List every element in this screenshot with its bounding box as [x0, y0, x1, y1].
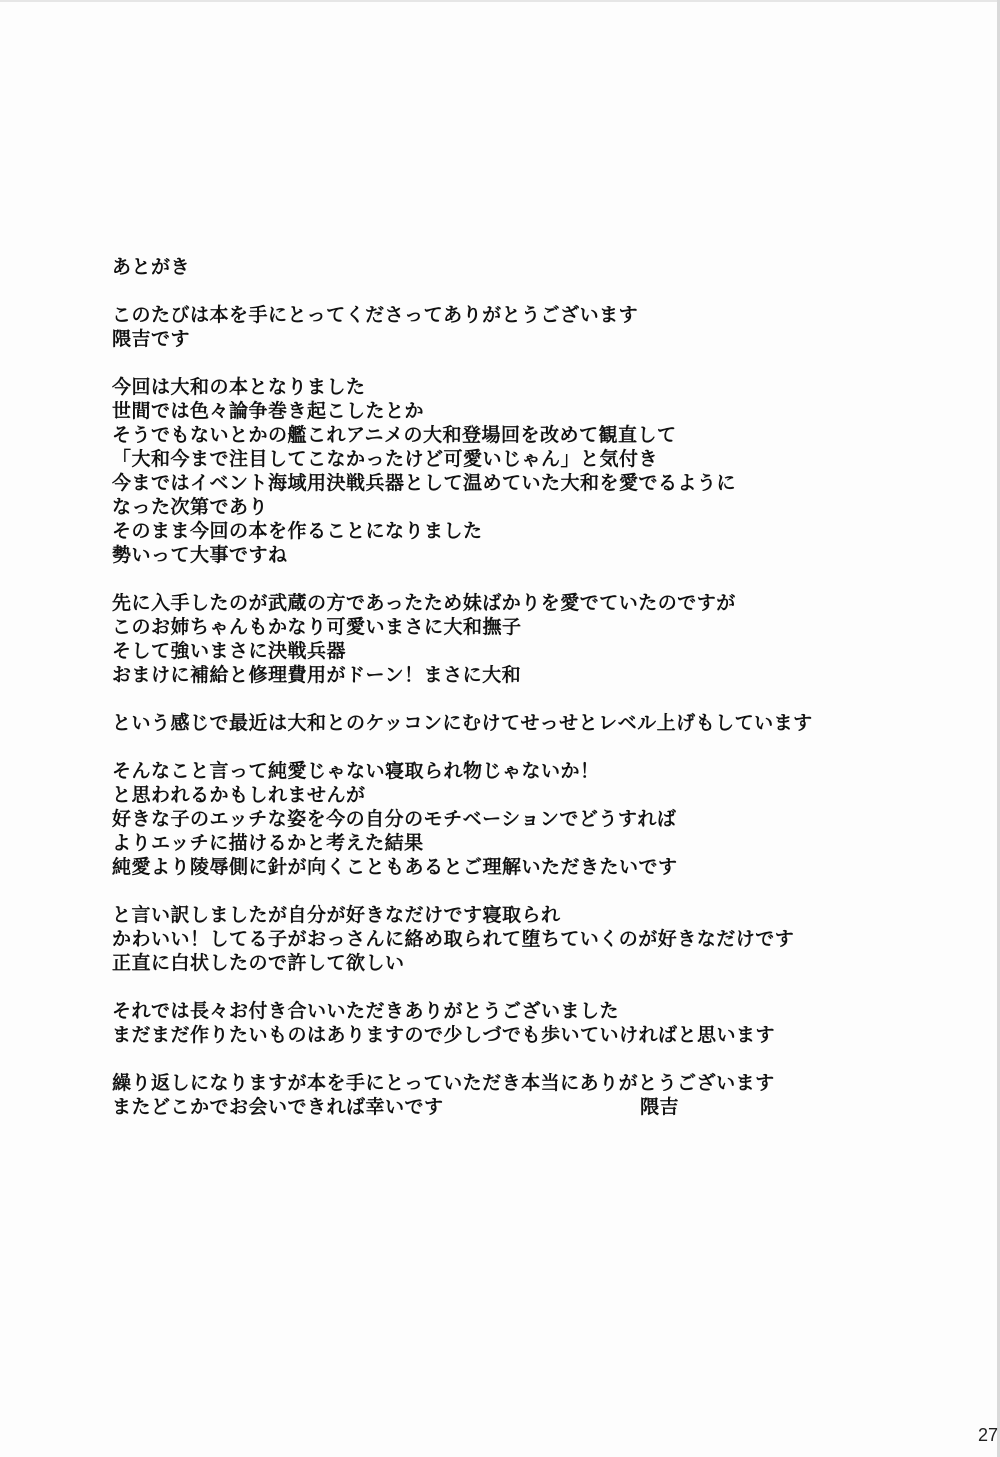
paragraph-3	[112, 591, 912, 687]
text-line: 繰り返しになりますが本を手にとっていただき本当にありがとうございます	[112, 1072, 775, 1094]
text-line: まだまだ作りたいものはありますので少しづでも歩いていければと思います	[112, 1024, 776, 1046]
afterword-heading: あとがき	[112, 256, 191, 278]
paragraph-4	[112, 711, 912, 735]
paragraph-1	[112, 303, 912, 351]
paragraph-8	[112, 1071, 912, 1119]
author-signature: 隈吉	[640, 1096, 680, 1118]
page-number: 27	[978, 1425, 999, 1445]
text-line: そうでもないとかの艦これアニメの大和登場回を改めて観直して	[112, 424, 677, 446]
page-top-edge	[0, 0, 1000, 2]
paragraph-5	[112, 759, 912, 879]
text-line: 世間では色々論争巻き起こしたとか	[112, 400, 425, 422]
text-line: 先に入手したのが武蔵の方であったため妹ばかりを愛でていたのですが	[112, 592, 736, 614]
text-line: そのまま今回の本を作ることになりました	[112, 520, 483, 542]
paragraph-7	[112, 999, 912, 1047]
text-line: このお姉ちゃんもかなり可愛いまさに大和撫子	[112, 616, 522, 638]
text-line: と言い訳しましたが自分が好きなだけです寝取られ	[112, 904, 561, 926]
text-line: 純愛より陵辱側に針が向くこともあるとご理解いただきたいです	[112, 856, 678, 878]
text-line: 好きな子のエッチな姿を今の自分のモチベーションでどうすれば	[112, 808, 677, 830]
text-line: このたびは本を手にとってくださってありがとうございます	[112, 304, 639, 326]
text-line: そんなこと言って純愛じゃない寝取られ物じゃないか！	[112, 760, 600, 782]
text-line: かわいい！してる子がおっさんに絡め取られて堕ちていくのが好きなだけです	[112, 928, 795, 950]
text-line: という感じで最近は大和とのケッコンにむけてせっせとレベル上げもしています	[112, 712, 813, 734]
text-line: 勢いって大事ですね	[112, 544, 288, 566]
text-line: そして強いまさに決戦兵器	[112, 640, 347, 662]
text-line: 隈吉です	[112, 328, 191, 350]
text-line: と思われるかもしれませんが	[112, 784, 366, 806]
text-line: 今回は大和の本となりました	[112, 376, 366, 398]
text-line: おまけに補給と修理費用がドーン！まさに大和	[112, 664, 522, 686]
text-line: 今まではイベント海域用決戦兵器として温めていた大和を愛でるように	[112, 472, 737, 494]
text-line: またどこかでお会いできれば幸いです	[112, 1096, 444, 1118]
text-line: よりエッチに描けるかと考えた結果	[112, 832, 424, 854]
afterword-text	[112, 255, 912, 1119]
text-line: 正直に白状したので許して欲しい	[112, 952, 405, 974]
paragraph-6	[112, 903, 912, 975]
text-line: なった次第であり	[112, 496, 269, 518]
paragraph-2	[112, 375, 912, 567]
text-line: それでは長々お付き合いいただきありがとうございました	[112, 1000, 620, 1022]
text-line: 「大和今まで注目してこなかったけど可愛いじゃん」と気付き	[112, 448, 659, 470]
